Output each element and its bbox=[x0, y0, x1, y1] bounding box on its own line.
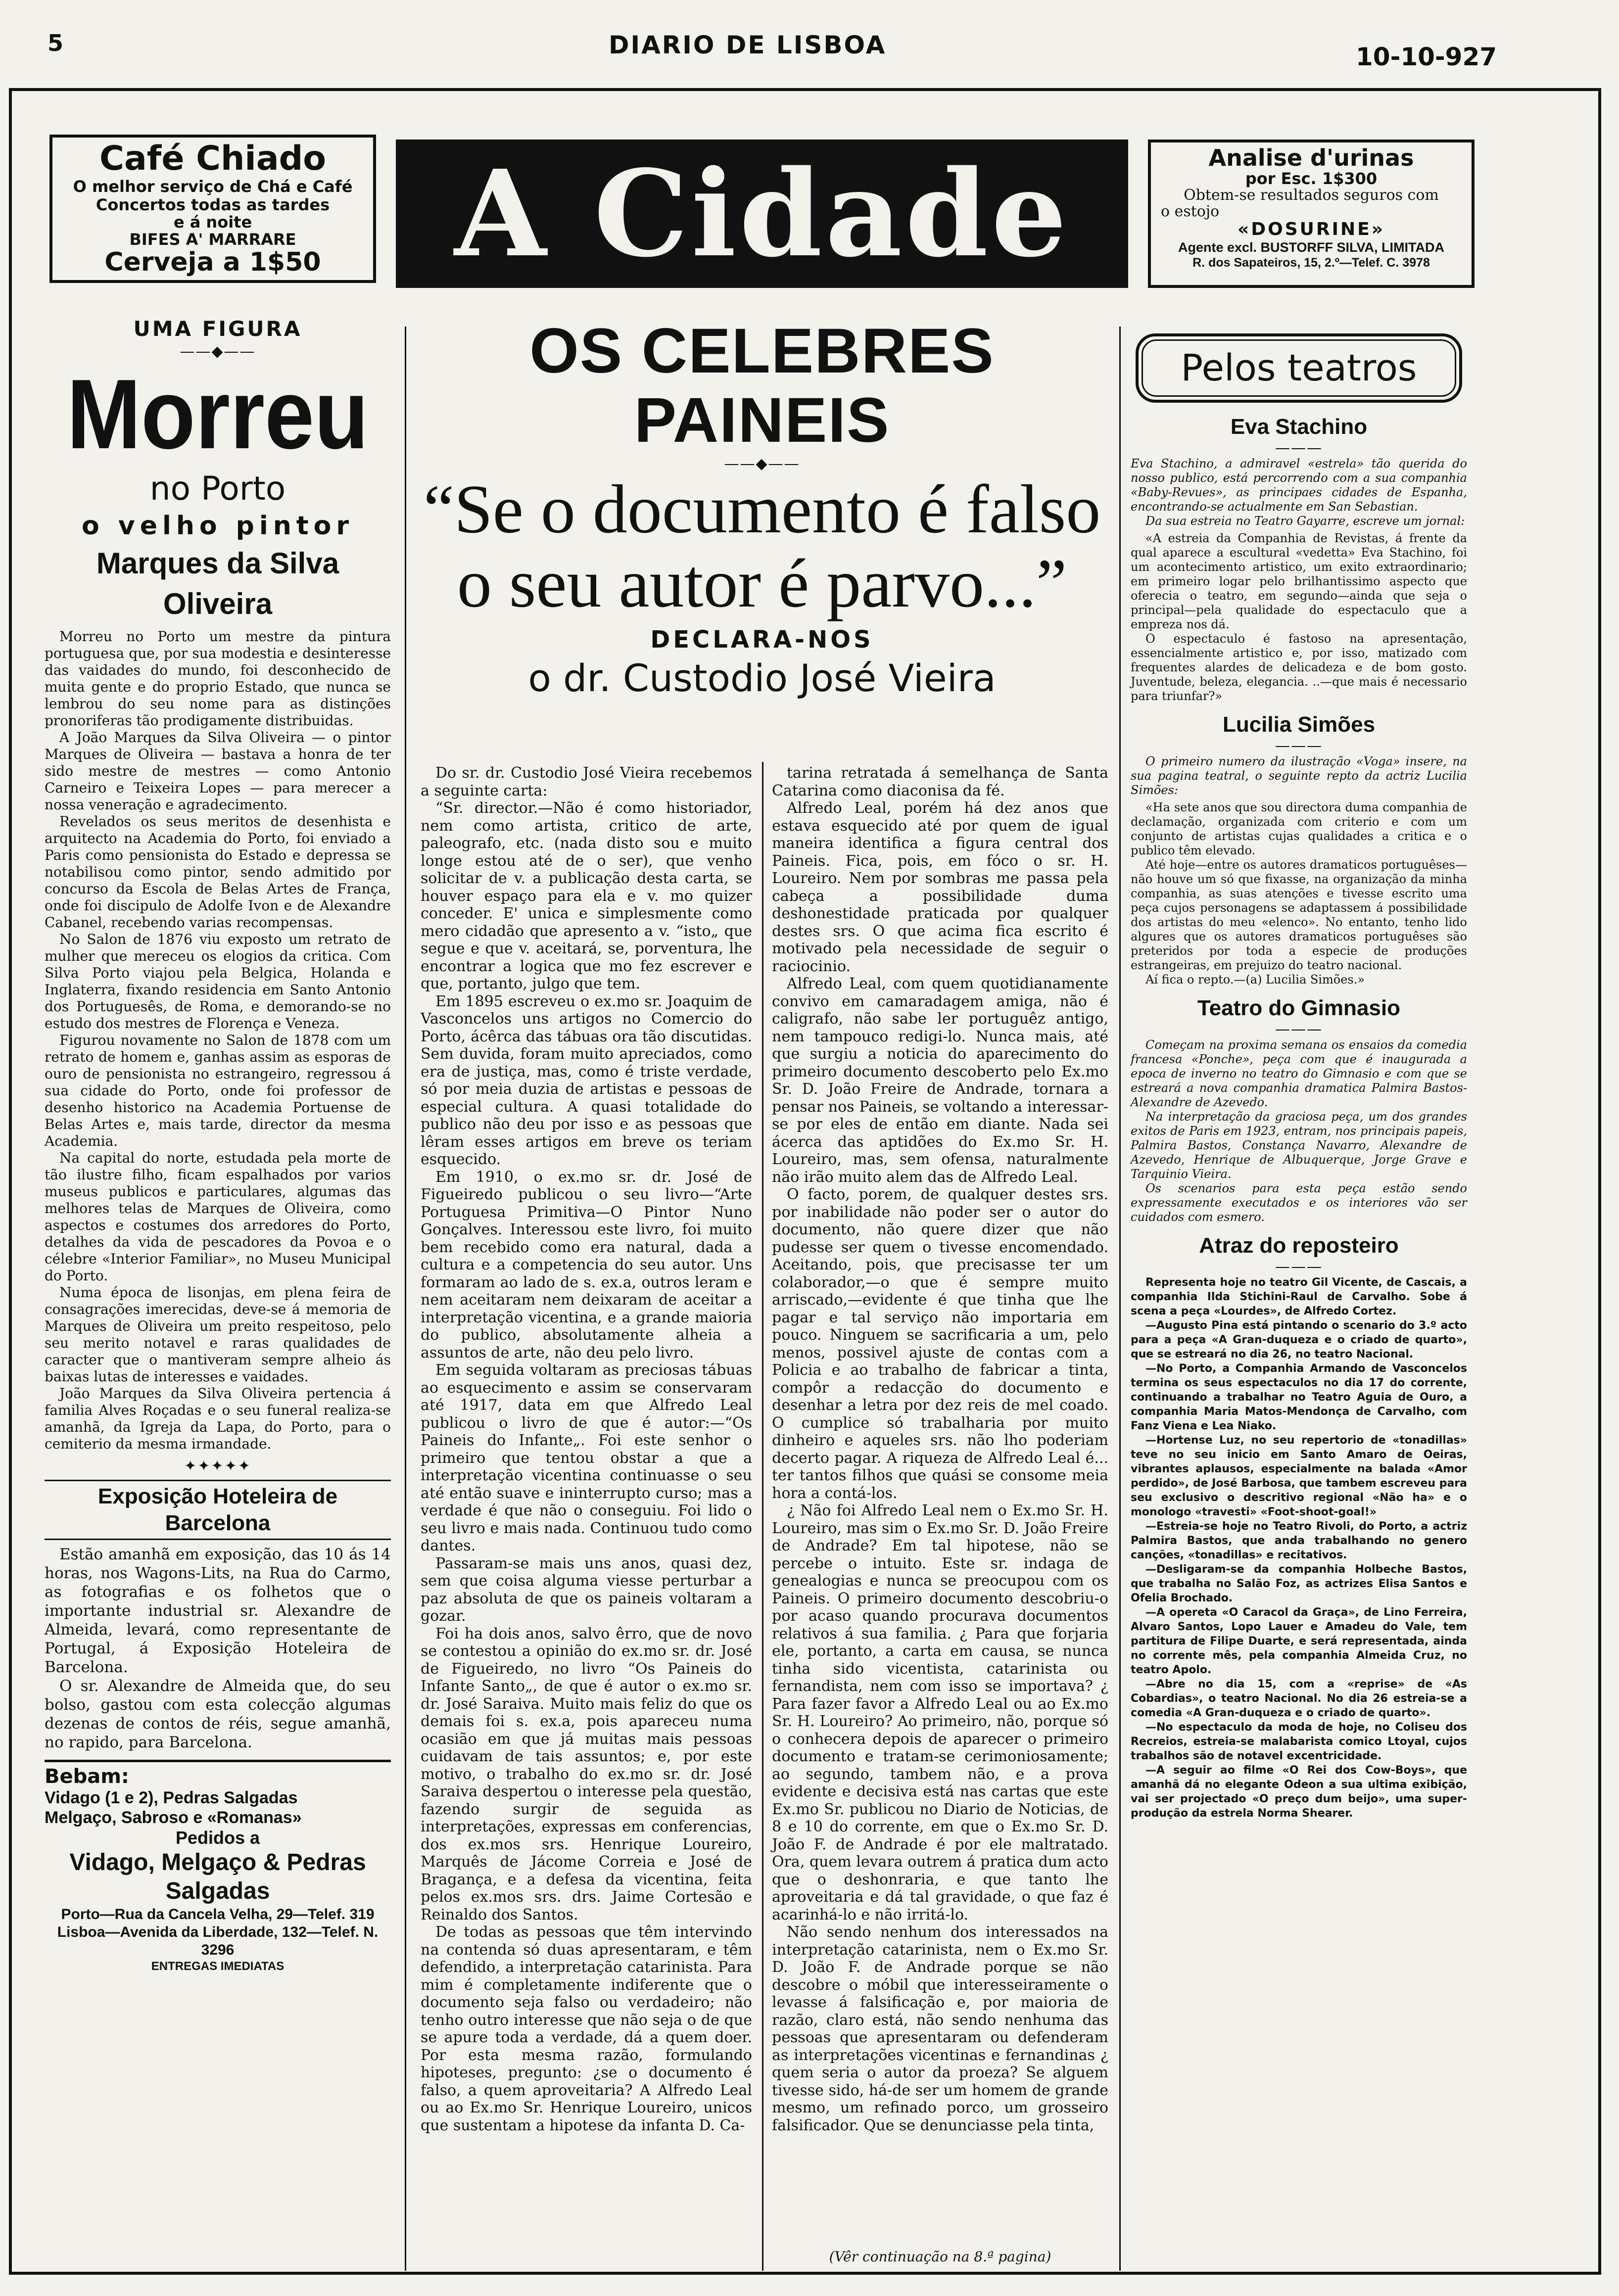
teatro-paragraph: Da sua estreia no Teatro Gayarre, escreve um jornal: bbox=[1145, 514, 1465, 528]
ad-urinas-agent: Agente excl. BUSTORFF SILVA, LIMITADA bbox=[1178, 240, 1445, 255]
article-paragraph: João Marques da Silva Oliveira pertencia á familia Alves Roçadas e o seu funeral realiza-se amanhã, da Igreja da Lapa, do Porto, para o cemiterio da mesma irmandade. bbox=[45, 1385, 391, 1452]
teatro-paragraph: «Ha sete anos que sou directora duma companhia de declamação, organizada com criterio e com um conjunto de artistas cujas qualidades a critica e o publico têm elevado. bbox=[1131, 800, 1467, 857]
article-paragraph: —Estreia-se hoje no Teatro Rivoli, do Porto, a actriz Palmira Bastos, que anda trabalhando no genero canções, «tonadillas» e recitativos. bbox=[1131, 1520, 1467, 1561]
teatro-paragraph: Começam na proxima semana os ensaios da comedia francesa «Ponche», peça com que é inaugurada a epoca de inverno no teatro do Gimnasio e com que se estreará a nova companhia dramatica Palmira Bastos-Alexandre de Azevedo. bbox=[1131, 1038, 1467, 1109]
ad-bebam-line6: Lisboa—Avenida da Liberdade, 132—Telef. N. 3296 bbox=[57, 1924, 379, 1958]
left-headline: Morreu bbox=[66, 359, 369, 469]
main-byline: o dr. Custodio José Vieira bbox=[528, 656, 996, 700]
teatro-paragraph: Na interpretação da graciosa peça, um dos grandes exitos de Paris em 1923, entram, nos principais papeis, Palmira Bastos, Constança Navarro, Alexandre de Azevedo, Henrique de Albuquerque, Jorge Grave e Tarquinio Vieira. bbox=[1131, 1110, 1467, 1181]
article-paragraph: Na capital do norte, estudada pela morte de tão ilustre filho, ficam espalhados por varios museus publicos e particulares, algumas das melhores telas de Marques de Oliveira, como aspectos e costumes dos arredores do Porto, detalhes da vida de pescadores da Povoa e o célebre «Interior Familiar», no Museu Municipal do Porto. bbox=[45, 1150, 391, 1284]
reposteiro-list bbox=[1131, 1275, 1467, 1821]
ad-urinas-brand: «DOSURINE» bbox=[1238, 219, 1385, 239]
frame-right bbox=[1598, 88, 1601, 2275]
article-paragraph: Não sendo nenhum dos interessados na interpretação catarinista, nem o Ex.mo Sr. D. João F. de Andrade porque se não descobre o móbil que interesseiramente o levasse á falsificação e, por maioria de razão, claro está, não sendo nenhuma das pessoas que apresentaram ou defenderam as interpretações vicentinas e fernandinas ¿ quem seria o autor da proeza? Se alguem tivesse sido, há-de ser um homem de grande mesmo, um refinado porco, um grosseiro falsificador. Que se denunciasse pela tinta, bbox=[772, 1923, 1108, 2134]
main-headline-1: “Se o documento é falso bbox=[423, 471, 1101, 548]
col-rule-1 bbox=[405, 327, 406, 2271]
ad-urinas-price: por Esc. 1$300 bbox=[1245, 169, 1378, 188]
article-paragraph: Passaram-se mais uns anos, quasi dez, sem que coisa alguma viesse perturbar a paz absoluta de que os paineis voltaram a gozar. bbox=[421, 1554, 752, 1625]
main-article-col1 bbox=[421, 764, 752, 2134]
page-number: 5 bbox=[48, 30, 64, 56]
ornament-divider: ——— bbox=[1275, 737, 1323, 754]
article-paragraph: —A seguir ao filme «O Rei dos Cow-Boys», que amanhã dá no elegante Odeon a sua ultima exibição, vai ser projectado «O preço dum beijo», uma super-produção da estrela Norma Shearer. bbox=[1131, 1764, 1467, 1820]
article-paragraph: “Sr. director.—Não é como historiador, nem como artista, critico de arte, paleografo, etc. (nada disto sou e muito longe estou até de o ser), que venho solicitar de v. a publicação desta carta, se houver espaço para ela e v. mo quizer conceder. E' unica e simplesmente como mero cidadão que apresento a v. “isto„ que segue e que v. aceitará, se, porventura, lhe encontrar a logica que mo fez escrever e que, portanto, julgo que tem. bbox=[421, 799, 752, 992]
main-headline-2: o seu autor é parvo...” bbox=[457, 545, 1067, 622]
continuation-note: (Vêr continuação na 8.ª pagina) bbox=[829, 2249, 1051, 2265]
left-kicker: UMA FIGURA bbox=[133, 317, 302, 341]
col-rule-3 bbox=[1119, 327, 1121, 2271]
frame-bottom bbox=[9, 2272, 1601, 2275]
teatro-heading-2: Lucilia Simões bbox=[1222, 712, 1376, 737]
teatro-paragraph: Aí fica o repto.—(a) Lucilia Simões.» bbox=[1145, 973, 1365, 986]
teatro-heading-4: Atraz do reposteiro bbox=[1199, 1233, 1399, 1258]
article-paragraph: Representa hoje no teatro Gil Vicente, de Cascais, a companhia Ilda Stichini-Raul de Carvalho. Sobe á scena a peça «Lourdes», de Alfredo Cortez. bbox=[1131, 1276, 1467, 1317]
ad-urinas-address: R. dos Sapateiros, 15, 2.º—Telef. C. 3978 bbox=[1192, 256, 1430, 270]
article-paragraph: Do sr. dr. Custodio José Vieira recebemos a seguinte carta: bbox=[421, 764, 752, 799]
ad-cafe-line4: BIFES A' MARRARE bbox=[129, 230, 296, 249]
ad-cafe-line1: O melhor serviço de Chá e Café bbox=[73, 177, 353, 196]
main-article-col2 bbox=[772, 764, 1108, 2134]
article-paragraph: Alfredo Leal, porém há dez anos que estava esquecido até por quem de igual maneira identifica a figura central dos Paineis. Fica, pois, em fóco o sr. H. Loureiro. Nem por sombras me passa pela cabeça a possibilidade duma deshonestidade praticada por qualquer destes srs. O que acima fica escrito é motivado pela necessidade de seguir o raciocinio. bbox=[772, 799, 1108, 975]
article-paragraph: O facto, porem, de qualquer destes srs. por inabilidade não poder ser o autor do documento, não quere dizer que não pudesse ser quem o tivesse encomendado. Aceitando, pois, que precisasse ter um colaborador,—o que é sempre muito arriscado,—evidente é que tinha que lhe pagar e tal serviço não importaria em pouco. Ninguem se sacrificaria a um, pelo menos, possivel ajuste de contas com a Policia e ao trabalho de fabricar a tinta, compôr a redacção do documento e desenhar a letra por dez reis de mel coado. O cumplice só trabalharia por muito dinheiro e aqueles srs. não lho poderiam decerto pagar. A riqueza de Alfredo Leal é... ter tantos filhos que quási se consome meia hora a contá-los. bbox=[772, 1186, 1108, 1502]
pelos-teatros-box bbox=[1136, 333, 1462, 403]
article-paragraph: —Hortense Luz, no seu repertorio de «tonadillas» teve no seu inicio em Santo Amaro de Oeiras, vibrantes aplausos, especialmente na balada «Amor perdido», de José Barbosa, que tambem escreveu para seu exclusivo o descritivo regional «Não ha» e o monologo «travesti» «Foot-shoot-goal!» bbox=[1131, 1434, 1467, 1518]
article-paragraph: Em seguida voltaram as preciosas tábuas ao esquecimento e assim se conservaram até 1917, data em que Alfredo Leal publicou o livro de que é autor:—“Os Paineis do Infante„. Foi este senhor o primeiro que tentou obstar a que a interpretação vicentina continuasse o seu até então suave e ininterrupto curso; mas a verdade é que não o conseguiu. Foi lido o seu livro e mais nada. Continuou tudo como dantes. bbox=[421, 1361, 752, 1554]
ornament-divider: ——— bbox=[1275, 1021, 1323, 1038]
teatro-paragraph: Os scenarios para esta peça estão sendo expressamente executados e os interiores vão ser cuidados com esmero. bbox=[1131, 1181, 1467, 1224]
ornament-divider: ✦✦✦✦✦ bbox=[184, 1457, 251, 1475]
teatro-paragraph: Eva Stachino, a admiravel «estrela» tão querida do nosso publico, está percorrendo com a sua companhia «Baby-Revues», as principaes cidades de Espanha, encontrando-se actualmente em San Sebastian. bbox=[1131, 457, 1467, 514]
article-paragraph: —Augusto Pina está pintando o scenario do 3.º acto para a peça «A Gran-duqueza e o criado de quarto», que se estreará no dia 26, no teatro Nacional. bbox=[1131, 1319, 1467, 1360]
ad-cafe-name: Café Chiado bbox=[99, 139, 327, 178]
ad-cafe-line3: e á noite bbox=[173, 213, 252, 232]
ornament-divider: ——◆—— bbox=[180, 343, 256, 360]
ad-bebam-line4: Vidago, Melgaço & Pedras Salgadas bbox=[69, 1849, 366, 1904]
frame-left bbox=[9, 88, 12, 2275]
article-paragraph: Estão amanhã em exposição, das 10 ás 14 horas, nos Wagons-Lits, na Rua do Carmo, as fotografias e os folhetos que o importante industrial sr. Alexandre de Almeida, levará, como representante de Portugal, á Exposição Hoteleira de Barcelona. bbox=[45, 1546, 391, 1676]
ad-bebam-line1: Vidago (1 e 2), Pedras Salgadas bbox=[45, 1788, 298, 1807]
article-paragraph: A João Marques da Silva Oliveira — o pintor Marques de Oliveira — bastava a honra de ter sido mestre de mestres — como Antonio Carneiro e Teixeira Lopes — para merecer a nossa veneração e agradecimento. bbox=[45, 729, 391, 813]
left-sub1: no Porto bbox=[149, 469, 286, 508]
article-paragraph: Alfredo Leal, com quem quotidianamente convivo em camaradagem amiga, não é caligrafo, não sabe ler portuguêz antigo, nem tampouco redigi-lo. Nunca mais, até que surgiu a noticia do aparecimento do primeiro documento descoberto pelo Ex.mo Sr. D. João Freire de Andrade, tornara a pensar nos Paineis, se voltando a interessar-se por eles de então em diante. Nada sei ácerca das aptidões do Ex.mo Sr. H. Loureiro, mas, sem ofensa, naturalmente não irão muito alem das de Alfredo Leal. bbox=[772, 975, 1108, 1186]
teatro-heading-1: Eva Stachino bbox=[1230, 415, 1368, 439]
article-paragraph: De todas as pessoas que têm intervindo na contenda só duas apresentaram, e têm defendido, a interpretação catarinista. Para mim é completamente indiferente que o documento seja falso ou verdadeiro; não tenho outro interesse que não seja o de que se apure toda a verdade, dá a quem doer. Por esta mesma razão, formulando hipoteses, pregunto: ¿se o documento é falso, a quem aproveitaria? A Alfredo Leal ou ao Ex.mo Sr. Henrique Loureiro, unicos que sustentam a hipotese da infanta D. Ca- bbox=[421, 1923, 752, 2134]
article-paragraph: —Desligaram-se da companhia Holbeche Bastos, que trabalha no Salão Foz, as actrizes Elisa Santos e Ofelia Brochado. bbox=[1131, 1563, 1467, 1604]
right-column bbox=[1131, 327, 1467, 1821]
ornament-divider: ——— bbox=[1275, 439, 1323, 457]
left-name: Marques da Silva Oliveira bbox=[96, 547, 339, 620]
ad-urinas-line2: o estojo bbox=[1161, 203, 1220, 220]
teatro-paragraph: O espectaculo é fastoso na apresentação, essencialmente artistico e, por isso, matizado com frequentes alardes de delicadeza e de bom gosto. Juventude, beleza, elegancia. ..—que mais é necessario para triunfar?» bbox=[1131, 632, 1467, 703]
left-article-body bbox=[45, 628, 391, 1453]
ad-cafe-chiado bbox=[49, 135, 376, 283]
article-paragraph: Figurou novamente no Salon de 1878 com um retrato de homem e, ganhas assim as esporas de ouro de pensionista no estrangeiro, regressou á sua cidade do Porto, onde foi professor de desenho historico na Academia Portuense de Belas Artes e, mais tarde, director da mesma Academia. bbox=[45, 1032, 391, 1149]
ad-urinas bbox=[1148, 140, 1475, 288]
main-headline-block bbox=[416, 317, 1108, 703]
ornament-divider: ——— bbox=[1275, 1258, 1323, 1275]
ad-urinas-line1: Obtem-se resultados seguros com bbox=[1184, 187, 1439, 204]
article-paragraph: Em 1895 escreveu o ex.mo sr. Joaquim de Vasconcelos uns artigos no Comercio do Porto, ácêrca das tábuas ora tão discutidas. Sem duvida, foram muito apreciados, como era de justiça, mas, como é triste verdade, só por meia duzia de artistas e pessoas de especial cultura. A quasi totalidade do publico não deu por isso e as pessoas que lêram esses artigos em breve os teriam esquecido. bbox=[421, 992, 752, 1168]
ad-cafe-line5: Cerveja a 1$50 bbox=[104, 247, 321, 277]
article-paragraph: Morreu no Porto um mestre da pintura portuguesa que, por sua modestia e desinteresse das vaidades do mundo, foi desconhecido de muita gente e do proprio Estado, que nunca se lembrou do seu nome para as distinções pronoriferas tão prodigamente distribuidas. bbox=[45, 628, 391, 729]
section-title: Pelos teatros bbox=[1142, 339, 1456, 397]
article-paragraph: tarina retratada á semelhança de Santa Catarina como diaconisa da fé. bbox=[772, 764, 1108, 799]
article-paragraph: —No espectaculo da moda de hoje, no Coliseu dos Recreios, estreia-se malabarista comico Ltoyal, cujos trabalhos são de notavel excentricidade. bbox=[1131, 1721, 1467, 1762]
article-paragraph: —Abre no dia 15, com a «reprise» de «As Cobardias», o teatro Nacional. No dia 26 estreia-se a comedia «A Gran-duqueza e o criado de quarto». bbox=[1131, 1678, 1467, 1719]
ad-bebam-title: Bebam: bbox=[45, 1765, 129, 1788]
masthead-title: A Cidade bbox=[454, 144, 1070, 283]
left-column bbox=[45, 317, 391, 1974]
ad-bebam bbox=[45, 1760, 391, 1974]
article-paragraph: No Salon de 1876 viu exposto um retrato de mulher que mereceu os elogios da critica. Com Silva Porto viajou pela Belgica, Holanda e Inglaterra, fixando residencia em Santo Antonio dos Portuguesês, de Roma, e demorando-se no estudo dos mestres de Florença e Veneza. bbox=[45, 931, 391, 1031]
newspaper-name: DIARIO DE LISBOA bbox=[609, 31, 887, 59]
main-sub: DECLARA-NOS bbox=[650, 626, 874, 654]
ad-urinas-title: Analise d'urinas bbox=[1208, 144, 1414, 171]
teatro-paragraph: O primeiro numero da ilustração «Voga» insere, na sua pagina teatral, o seguinte repto da actriz Lucilia Simões: bbox=[1131, 754, 1467, 797]
teatro-paragraph: Até hoje—entre os autores dramaticos portuguêses—não houve um só que fixasse, na organização da minha companhia, as suas atenções e tivesse escrito uma peça cujos personagens se adaptassem á possibilidade dos artistas do meu «elenco». No entanto, tenho lido algures que os autores dramaticos portuguêses são preteridos por toda a especie de produções estrangeiras, em prejuizo do teatro nacional. bbox=[1131, 858, 1467, 972]
ad-cafe-line2: Concertos todas as tardes bbox=[95, 195, 330, 214]
left-sub2: o velho pintor bbox=[82, 511, 354, 541]
article-paragraph: —No Porto, a Companhia Armando de Vasconcelos termina os seus espectaculos no dia 17 do corrente, continuando a trabalhar no Teatro Aguia de Ouro, a companhia Maria Matos-Mendonça de Carvalho, com Fanz Viena e Lea Niako. bbox=[1131, 1362, 1467, 1432]
article-paragraph: O sr. Alexandre de Almeida que, do seu bolso, gastou com esta colecção algumas dezenas de contos de réis, segue amanhã, no rapido, para Barcelona. bbox=[45, 1677, 391, 1751]
ornament-divider: ——◆—— bbox=[724, 455, 800, 472]
article-paragraph: —A opereta «O Caracol da Graça», de Lino Ferreira, Alvaro Santos, Lopo Lauer e Amadeu do Vale, tem partitura de Filipe Duarte, e será representada, ainda no corrente mês, pela companhia Almeida Cruz, no teatro Apolo. bbox=[1131, 1606, 1467, 1676]
expo-body bbox=[45, 1545, 391, 1752]
main-kicker: OS CELEBRES PAINEIS bbox=[529, 316, 995, 456]
teatro-heading-3: Teatro do Gimnasio bbox=[1197, 996, 1400, 1020]
teatro-paragraph: «A estreia da Companhia de Revistas, á frente da qual aparece a escultural «vedetta» Eva Stachino, foi um acontecimento artistico, um exito extraordinario; em primeiro logar pelo brilhantissimo aspecto que oferecia o teatro, em segundo—ainda que seja o principal—pela qualidade do espectaculo que a empreza nos dá. bbox=[1131, 531, 1467, 631]
ad-bebam-line3: Pedidos a bbox=[175, 1827, 260, 1848]
article-paragraph: Numa época de lisonjas, em plena feira de consagrações imerecidas, deve-se á memoria de Marques de Oliveira um preito respeitoso, pelo seu merito notavel e raras qualidades de caracter que o mantiveram sempre alheio ás baixas lutas de interesses e vaidades. bbox=[45, 1284, 391, 1385]
article-paragraph: ¿ Não foi Alfredo Leal nem o Ex.mo Sr. H. Loureiro, mas sim o Ex.mo Sr. D. João Freire de Andrade? Em tal hipotese, não se percebe o intuito. Este sr. indaga de genealogias e nunca se preocupou com os Paineis. O primeiro documento descobriu-o por acaso quando procurava documentos relativos á sua familia. ¿ Para que forjaria ele, portanto, a carta em causa, se nunca tinha sido vicentista, catarinista ou fernandista, nem com isso se importava? ¿ Para fazer favor a Alfredo Leal ou ao Ex.mo Sr. H. Loureiro? Ao primeiro, não, porque só o conhecera depois de aparecer o primeiro documento e tratam-se cerimoniosamente; ao segundo, tambem não, e a prova evidente e decisiva está nas cartas que este Ex.mo Sr. publicou no Diario de Noticias, de 8 e 10 do corrente, em que o Ex.mo Sr. D. João F. de Andrade é por ele maltratado. Ora, quem levara outrem á pratica dum acto que o deshonraria, e que tanto lhe aproveitaria e dá tal gravidade, o que faz é acarinhá-lo e não irritá-lo. bbox=[772, 1502, 1108, 1923]
article-paragraph: Em 1910, o ex.mo sr. dr. José de Figueiredo publicou o seu livro—“Arte Portuguesa Primitiva—O Pintor Nuno Gonçalves. Interessou este livro, foi muito bem recebido como era natural, dada a cultura e a competencia do seu autor. Uns formaram ao lado de s. ex.a, outros leram e nem aceitaram nem deixaram de aceitar a interpretação vicentina, e a grande maioria do publico, absolutamente alheia a assuntos de arte, não deu pelo livro. bbox=[421, 1168, 752, 1361]
ad-bebam-line2: Melgaço, Sabroso e «Romanas» bbox=[45, 1808, 302, 1827]
ad-bebam-line7: ENTREGAS IMEDIATAS bbox=[151, 1960, 285, 1973]
frame-top bbox=[9, 88, 1601, 91]
article-paragraph: Revelados os seus meritos de desenhista e arquitecto na Academia do Porto, foi enviado a Paris como pensionista do Estado e depressa se notabilisou como pintor, sendo admitido por concurso da Escola de Belas Artes de França, onde foi discipulo de Adolfe Ivon e de Alexandre Cabanel, recebendo varias recompensas. bbox=[45, 813, 391, 931]
masthead-box bbox=[396, 140, 1128, 288]
ad-bebam-line5: Porto—Rua da Cancela Velha, 29—Telef. 319 bbox=[61, 1906, 375, 1922]
col-rule-2 bbox=[762, 762, 763, 2271]
article-paragraph: Foi ha dois anos, salvo êrro, que de novo se contestou a opinião do ex.mo sr. dr. José de Figueiredo, no livro “Os Paineis do Infante Santo„, de que é autor o ex.mo sr. dr. José Saraiva. Muito mais feliz do que os demais foi s. ex.a, pois apareceu numa ocasião em que já muitas mais pessoas cuidavam de tais assuntos; e, por este motivo, o trabalho do ex.mo sr. dr. José Saraiva despertou o interesse pela questão, fazendo surgir de seguida as interpretações, expressas em conferencias, dos ex.mos srs. Henrique Loureiro, Marquês de Jácome Correia e José de Bragança, e a defesa da vicentina, feita pelos ex.mos srs. drs. Jaime Cortesão e Reinaldo dos Santos. bbox=[421, 1625, 752, 1923]
issue-date: 10-10-927 bbox=[1356, 43, 1497, 71]
expo-title: Exposição Hoteleira de Barcelona bbox=[45, 1480, 391, 1540]
